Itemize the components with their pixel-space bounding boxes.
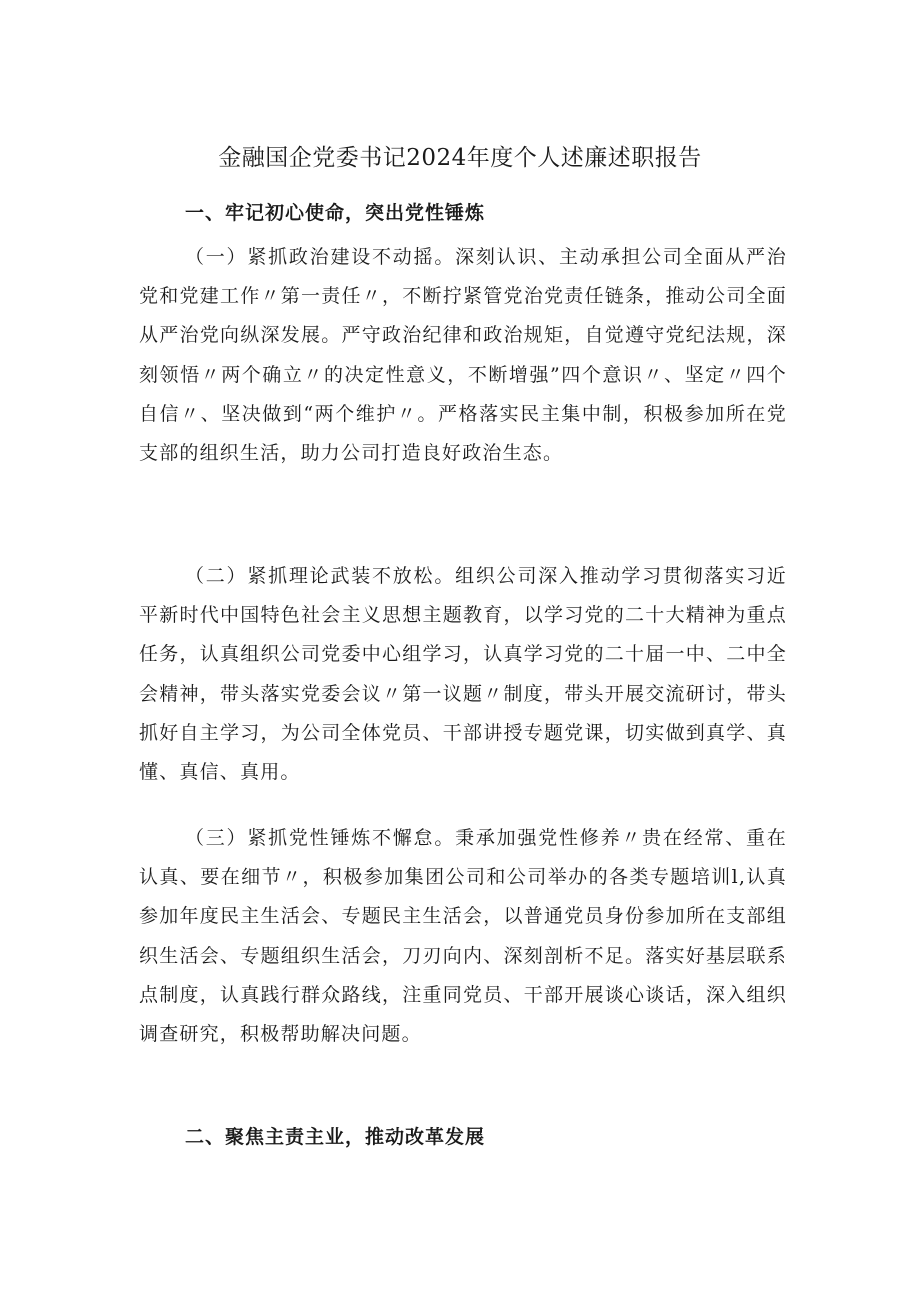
paragraph-2: （二）紧抓理论武装不放松。组织公司深入推动学习贯彻落实习近平新时代中国特色社会主义思想主题教育，以学习党的二十大精神为重点任务，认真组织公司党委中心组学习，认真学习党的二十届一中、二中全会精神，带头落实党委会议〃第一议题〃制度，带头开展交流研讨，带头抓好自主学习，为公司全体党员、干部讲授专题党课，切实做到真学、真懂、真信、真用。 [139,565,787,784]
paragraph-1: （一）紧抓政治建设不动摇。深刻认识、主动承担公司全面从严治党和党建工作〃第一责任〃，不断拧紧管党治党责任链条，推动公司全面从严治党向纵深发展。严守政治纪律和政治规矩，自觉遵守党纪法规，深刻领悟〃两个确立〃的决定性意义，不断增强”四个意识〃、坚定〃四个自信〃、坚决做到“两个维护〃。严格落实民主集中制，积极参加所在党支部的组织生活，助力公司打造良好政治生态。 [139,246,787,465]
section-heading-2: 二、聚焦主责主业，推动改革发展 [185,1126,486,1148]
paragraph-3: （三）紧抓党性锤炼不懈怠。秉承加强党性修养〃贵在经常、重在认真、要在细节〃，积极参加集团公司和公司举办的各类专题培训l,认真参加年度民主生活会、专题民主生活会，以普通党员身份参加所在支部组织生活会、专题组织生活会，刀刃向内、深刻剖析不足。落实好基层联系点制度，认真践行群众路线，注重同党员、干部开展谈心谈话，深入组织调查研究，积极帮助解决问题。 [139,827,787,1046]
section-heading-1: 一、牢记初心使命，突出党性锤炼 [185,202,486,224]
document-title: 金融国企党委书记2024年度个人述廉述职报告 [218,145,702,171]
